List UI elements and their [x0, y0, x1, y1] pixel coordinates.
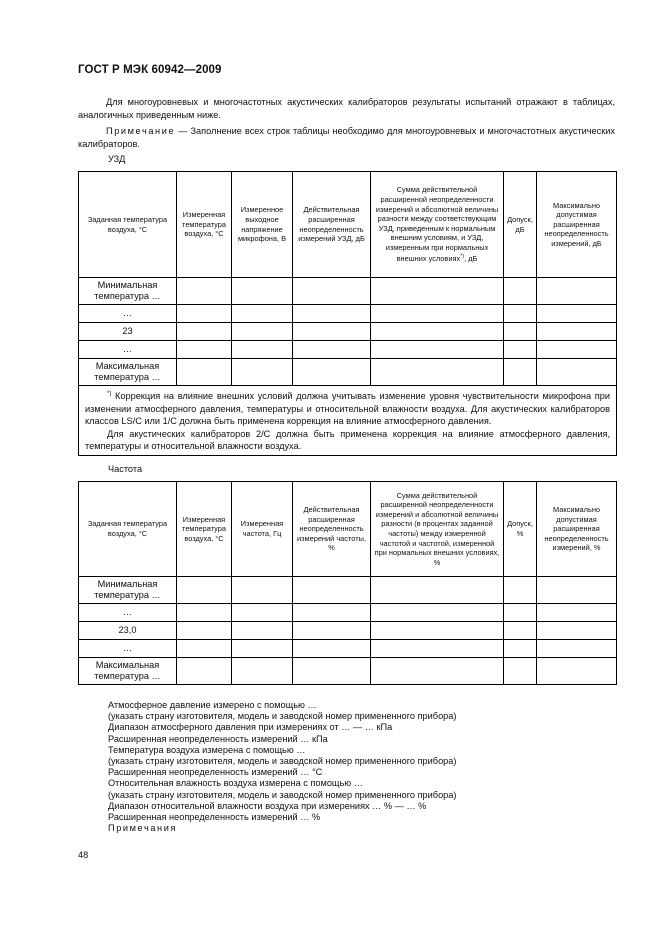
table-cell: [371, 577, 504, 604]
table-cell: [177, 341, 232, 359]
column-header: Максимально допустимая расширенная неопределенность измерений, дБ: [537, 172, 617, 278]
table-row: [79, 359, 617, 386]
document-header: ГОСТ Р МЭК 60942—2009: [78, 64, 222, 76]
table-cell: [293, 305, 371, 323]
row-label: Максимальная температура …: [79, 658, 177, 685]
column-header: [371, 172, 504, 278]
info-line: (указать страну изготовителя, модель и заводской номер примененного прибора): [108, 711, 457, 722]
column-header: Заданная температура воздуха, °С: [79, 482, 177, 577]
table-row: [79, 658, 617, 685]
frequency-table: [78, 481, 617, 685]
table-row: [79, 305, 617, 323]
table1-caption: УЗД: [108, 154, 126, 164]
row-label: …: [79, 604, 177, 622]
table-cell: [537, 323, 617, 341]
note-text: — Заполнение всех строк таблицы необходимо для многоуровневых и многочастотных акустических калибраторов.: [78, 126, 615, 149]
table-cell: [293, 640, 371, 658]
table-cell: [232, 604, 293, 622]
footnote-1: [85, 388, 610, 428]
row-label: …: [79, 341, 177, 359]
table-cell: [293, 359, 371, 386]
row-label: …: [79, 305, 177, 323]
table-cell: [232, 640, 293, 658]
table-header-row: [79, 482, 617, 577]
table-cell: [293, 604, 371, 622]
table-cell: [504, 577, 537, 604]
info-line: Атмосферное давление измерено с помощью …: [108, 700, 317, 710]
info-line: Диапазон атмосферного давления при измерениях от … — … кПа: [108, 722, 393, 733]
column-header: Измеренная частота, Гц: [232, 482, 293, 577]
note-label: Примечание: [106, 126, 176, 136]
spl-table: [78, 171, 617, 456]
note-paragraph: [78, 125, 615, 151]
column-header: Действительная расширенная неопределенность измерений частоты, %: [293, 482, 371, 577]
table-cell: [504, 658, 537, 685]
table-cell: [293, 577, 371, 604]
table-cell: [371, 341, 504, 359]
table-cell: [537, 604, 617, 622]
table-cell: [293, 323, 371, 341]
table-cell: [293, 278, 371, 305]
table-cell: [504, 622, 537, 640]
table-row: [79, 323, 617, 341]
footnote-mark: *): [107, 391, 112, 397]
table-row: [79, 577, 617, 604]
footnote-1-text: Коррекция на влияние внешних условий должна учитывать изменение уровня чувствительности микрофона при изменении атмосферного давления, температуры и относительной влажности воздуха. Для акустических калибраторов классов LS/C или 1/C должна быть применена коррекция на влияние атмосферного давления.: [85, 391, 610, 427]
table-cell: [371, 640, 504, 658]
info-line: Температура воздуха измерена с помощью …: [108, 744, 306, 755]
row-label: …: [79, 640, 177, 658]
table-cell: [537, 305, 617, 323]
table-cell: [177, 622, 232, 640]
column-header: Сумма действительной расширенной неопределенности измерений и абсолютной величины разности (в процентах заданной частоты) между измеренной частотой и частотой, измеренной при нормальных внешних условиях, %: [371, 482, 504, 577]
table-cell: [232, 622, 293, 640]
table-cell: [504, 341, 537, 359]
row-label: Минимальная температура …: [79, 278, 177, 305]
column-header: Измеренная температура воздуха, °С: [177, 172, 232, 278]
column-header-text: Сумма действительной расширенной неопределенности измерений и абсолютной величины разности между соответствующим УЗД, приведенным к нормальным внешним условиям, и УЗД, измеренным при нормальных внешних условиях*), дБ: [375, 185, 499, 264]
table-cell: [293, 658, 371, 685]
intro-text: Для многоуровневых и многочастотных акустических калибраторов результаты испытаний отражают в таблицах, аналогичных приведенным ниже.: [78, 97, 615, 120]
table-row: [79, 341, 617, 359]
table-cell: [177, 359, 232, 386]
table-cell: [537, 577, 617, 604]
table-cell: [232, 359, 293, 386]
table-row: [79, 640, 617, 658]
row-label: Максимальная температура …: [79, 359, 177, 386]
table-row: [79, 622, 617, 640]
footnote-ref: *): [460, 253, 465, 260]
info-line: (указать страну изготовителя, модель и заводской номер примененного прибора): [108, 789, 457, 800]
table-cell: [504, 305, 537, 323]
column-header: Заданная температура воздуха, °С: [79, 172, 177, 278]
intro-paragraph: [78, 96, 615, 122]
table-cell: [537, 658, 617, 685]
footnote-2-text: Для акустических калибраторов 2/C должна быть применена коррекция на влияние атмосферного давления, температуры и относительной влажности воздуха.: [85, 428, 610, 452]
table-cell: [232, 323, 293, 341]
table-cell: [371, 323, 504, 341]
table2-caption: Частота: [108, 464, 143, 474]
column-header: Максимально допустимая расширенная неопределенность измерений, %: [537, 482, 617, 577]
table-cell: [177, 640, 232, 658]
table-cell: [177, 323, 232, 341]
table-cell: [537, 278, 617, 305]
table-cell: [232, 341, 293, 359]
table-cell: [371, 604, 504, 622]
table-cell: [504, 604, 537, 622]
info-line: Относительная влажность воздуха измерена с помощью …: [108, 778, 363, 789]
row-label: Минимальная температура …: [79, 577, 177, 604]
page-number: 48: [78, 850, 89, 860]
table-cell: [537, 640, 617, 658]
table-cell: [371, 278, 504, 305]
table-cell: [177, 604, 232, 622]
info-line: Расширенная неопределенность измерений … °С: [108, 767, 323, 778]
table-cell: [232, 658, 293, 685]
column-header: Измеренная температура воздуха, °С: [177, 482, 232, 577]
table-cell: [504, 359, 537, 386]
column-header: Допуск, %: [504, 482, 537, 577]
row-label: 23,0: [79, 622, 177, 640]
measurement-info-block: [108, 700, 456, 834]
column-header: Измеренное выходное напряжение микрофона, В: [232, 172, 293, 278]
notes-heading: Примечания: [108, 823, 178, 834]
info-line: Диапазон относительной влажности воздуха при измерениях … % — … %: [108, 800, 427, 811]
table-cell: [537, 341, 617, 359]
table-cell: [232, 278, 293, 305]
info-line: (указать страну изготовителя, модель и заводской номер примененного прибора): [108, 756, 457, 767]
table-cell: [504, 278, 537, 305]
table-row: [79, 604, 617, 622]
table-cell: [504, 323, 537, 341]
table-cell: [537, 359, 617, 386]
table-cell: [371, 305, 504, 323]
table-cell: [371, 658, 504, 685]
info-line: Расширенная неопределенность измерений … кПа: [108, 733, 328, 744]
table-cell: [232, 305, 293, 323]
table-cell: [177, 577, 232, 604]
table-cell: [293, 622, 371, 640]
column-header: Допуск, дБ: [504, 172, 537, 278]
table-row: [79, 278, 617, 305]
table-cell: [293, 341, 371, 359]
table-cell: [177, 305, 232, 323]
table-cell: [504, 640, 537, 658]
footnote-2: [85, 428, 610, 453]
table-footnote-row: [79, 386, 617, 456]
info-line: Расширенная неопределенность измерений … %: [108, 812, 321, 823]
table-cell: [371, 622, 504, 640]
column-header: Действительная расширенная неопределенность измерений УЗД, дБ: [293, 172, 371, 278]
table-cell: [537, 622, 617, 640]
table-cell: [371, 359, 504, 386]
table-footnote: [79, 386, 617, 456]
table-cell: [232, 577, 293, 604]
table-header-row: [79, 172, 617, 278]
row-label: 23: [79, 323, 177, 341]
table-cell: [177, 278, 232, 305]
table-cell: [177, 658, 232, 685]
